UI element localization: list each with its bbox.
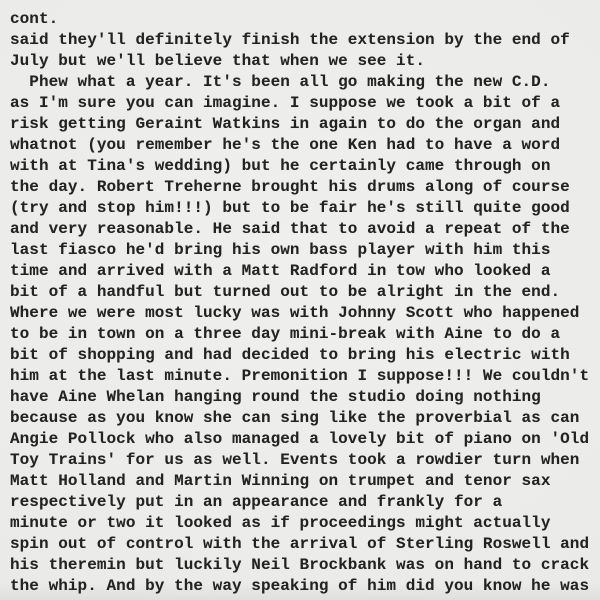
text-line: as I'm sure you can imagine. I suppose we took a bit of a [10,94,561,112]
text-line: Angie Pollock who also managed a lovely bit of piano on 'Old [10,430,590,448]
typewritten-text-block [10,9,598,597]
text-line: have Aine Whelan hanging round the studio doing nothing [10,388,541,406]
text-line: Matt Holland and Martin Winning on trumpet and tenor sax [10,472,551,490]
text-line: minute or two it looked as if proceedings might actually [10,514,551,532]
text-line: Phew what a year. It's been all go making the new C.D. [10,73,551,91]
text-line: cont. [10,10,59,28]
text-line: the day. Robert Treherne brought his drums along of course [10,178,570,196]
text-line: Toy Trains' for us as well. Events took a rowdier turn when [10,451,580,469]
text-line: said they'll definitely finish the extension by the end of [10,31,570,49]
text-line: to be in town on a three day mini-break with Aine to do a [10,325,561,343]
text-line: him at the last minute. Premonition I suppose!!! We couldn't [10,367,590,385]
text-line: Where we were most lucky was with Johnny Scott who happened [10,304,580,322]
text-line: because as you know she can sing like the proverbial as can [10,409,580,427]
text-line: respectively put in an appearance and frankly for a [10,493,503,511]
text-line: July but we'll believe that when we see it. [10,52,426,70]
text-line: bit of a handful but turned out to be alright in the end. [10,283,561,301]
text-line: his theremin but luckily Neil Brockbank was on hand to crack [10,556,590,574]
text-line: time and arrived with a Matt Radford in tow who looked a [10,262,551,280]
text-line: and very reasonable. He said that to avoid a repeat of the [10,220,570,238]
text-line: whatnot (you remember he's the one Ken had to have a word [10,136,561,154]
text-line: with at Tina's wedding) but he certainly came through on [10,157,551,175]
text-line: the whip. And by the way speaking of him did you know he was [10,577,590,595]
text-line: bit of shopping and had decided to bring his electric with [10,346,570,364]
text-line: last fiasco he'd bring his own bass player with him this [10,241,551,259]
text-line: risk getting Geraint Watkins in again to do the organ and [10,115,561,133]
text-line: (try and stop him!!!) but to be fair he's still quite good [10,199,570,217]
text-line: spin out of control with the arrival of Sterling Roswell and [10,535,590,553]
